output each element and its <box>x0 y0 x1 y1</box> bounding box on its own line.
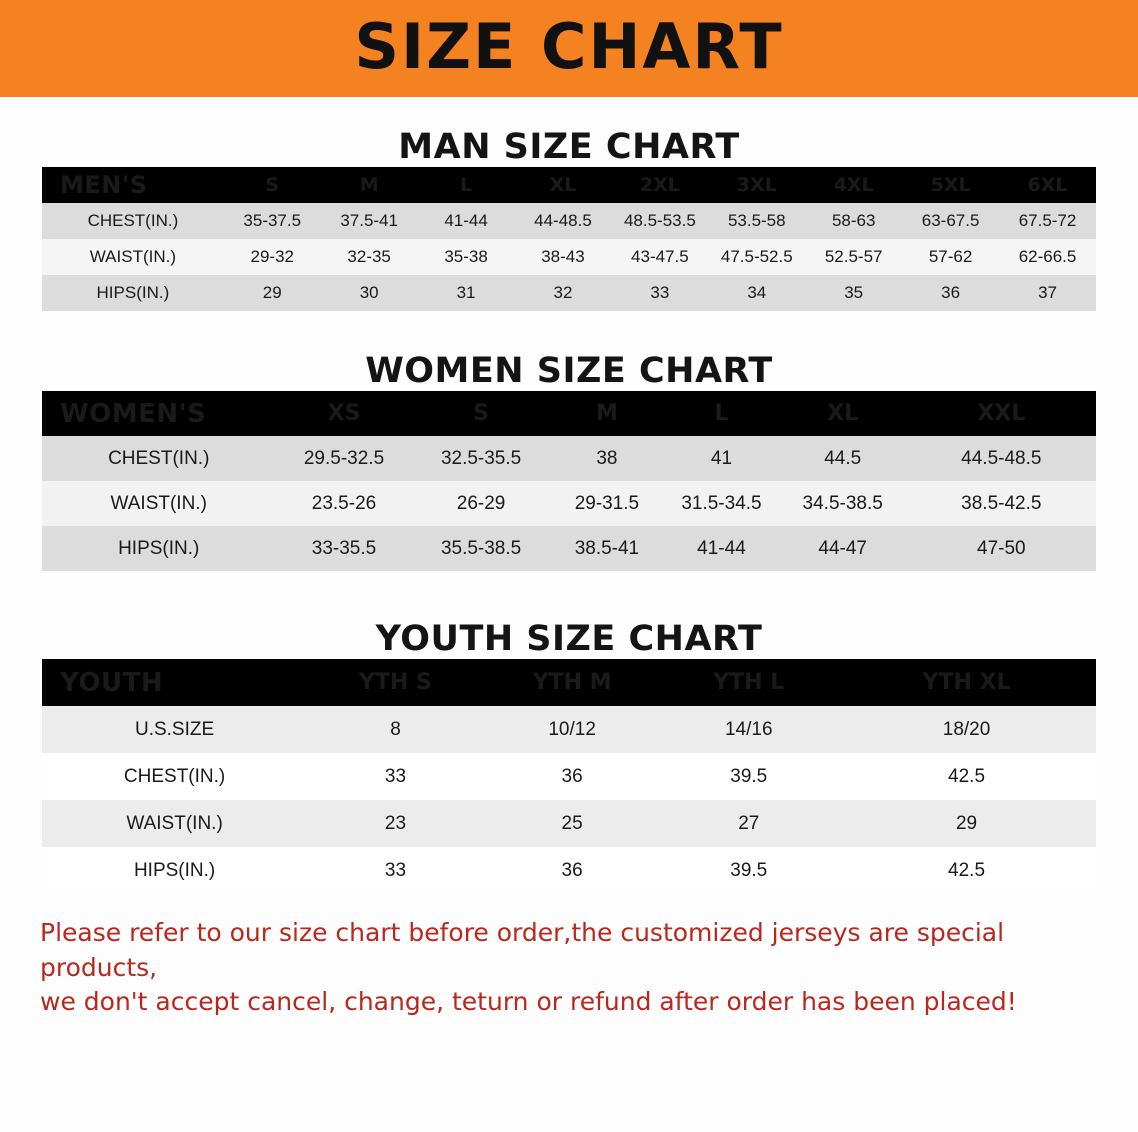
cell: 32-35 <box>347 247 391 266</box>
row-label-waist: WAIST(IN.) <box>110 492 207 514</box>
table-row <box>42 526 1096 571</box>
cell: 29 <box>955 812 978 834</box>
col-header-mens: MEN'S <box>60 171 148 199</box>
man-section-heading: MAN SIZE CHART <box>398 127 740 167</box>
cell: 36 <box>941 283 961 302</box>
youth-section-heading: YOUTH SIZE CHART <box>375 619 763 659</box>
cell: 29.5-32.5 <box>303 447 385 469</box>
col-header-2xl: 2XL <box>639 174 680 196</box>
row-label-hips: HIPS(IN.) <box>118 537 200 559</box>
man-table-wrap <box>0 167 1138 311</box>
col-header-4xl: 4XL <box>833 174 874 196</box>
cell: 38.5-42.5 <box>961 492 1042 514</box>
row-label-hips: HIPS(IN.) <box>96 283 170 302</box>
table-row <box>42 275 1096 311</box>
cell: 42.5 <box>948 765 986 787</box>
cell: 43-47.5 <box>631 247 689 266</box>
cell: 35-38 <box>444 247 488 266</box>
table-row <box>42 203 1096 239</box>
cell: 41 <box>710 447 733 469</box>
table-row <box>42 847 1096 894</box>
cell: 52.5-57 <box>824 247 883 266</box>
cell: 44.5-48.5 <box>961 447 1042 469</box>
cell: 30 <box>359 283 379 302</box>
cell: 23 <box>384 812 407 834</box>
table-header-row <box>42 167 1096 203</box>
youth-size-table <box>42 659 1096 894</box>
cell: 57-62 <box>928 247 973 266</box>
page-title: SIZE CHART <box>354 9 784 83</box>
cell: 29-32 <box>250 247 294 266</box>
col-header-yth-l: YTH L <box>713 670 785 695</box>
cell: 38.5-41 <box>574 537 640 559</box>
cell: 41-44 <box>444 211 488 230</box>
cell: 41-44 <box>697 537 746 559</box>
row-label-hips: HIPS(IN.) <box>133 859 216 881</box>
col-header-yth-m: YTH M <box>532 670 612 695</box>
col-header-m: M <box>595 401 618 426</box>
cell: 33 <box>384 765 407 787</box>
cell: 32.5-35.5 <box>440 447 522 469</box>
col-header-3xl: 3XL <box>736 174 777 196</box>
disclaimer-note <box>40 916 1098 1020</box>
women-size-table <box>42 391 1096 571</box>
col-header-yth-xl: YTH XL <box>922 670 1011 695</box>
row-label-chest: CHEST(IN.) <box>123 765 226 787</box>
cell: 35 <box>844 283 864 302</box>
cell: 23.5-26 <box>311 492 377 514</box>
cell: 37.5-41 <box>340 211 398 230</box>
cell: 25 <box>561 812 583 834</box>
cell: 36 <box>561 765 583 787</box>
cell: 26-29 <box>456 492 506 514</box>
table-header-row <box>42 659 1096 706</box>
cell: 58-63 <box>831 211 876 230</box>
cell: 36 <box>561 859 583 881</box>
cell: 34 <box>747 283 767 302</box>
cell: 33 <box>650 283 670 302</box>
cell: 42.5 <box>948 859 986 881</box>
col-header-womens: WOMEN'S <box>60 398 207 429</box>
cell: 44-47 <box>818 537 867 559</box>
cell: 38-43 <box>541 247 585 266</box>
cell: 62-66.5 <box>1018 247 1077 266</box>
cell: 34.5-38.5 <box>802 492 883 514</box>
cell: 48.5-53.5 <box>623 211 696 230</box>
disclaimer-line-2: we don't accept cancel, change, teturn or refund after order has been placed! <box>40 987 1017 1016</box>
row-label-waist: WAIST(IN.) <box>89 247 177 266</box>
women-section-heading: WOMEN SIZE CHART <box>365 351 773 391</box>
col-header-xxl: XXL <box>977 401 1026 426</box>
cell: 27 <box>738 812 760 834</box>
cell: 32 <box>553 283 573 302</box>
col-header-yth-s: YTH S <box>359 670 432 695</box>
table-row <box>42 239 1096 275</box>
man-size-table <box>42 167 1096 311</box>
table-row <box>42 800 1096 847</box>
cell: 39.5 <box>730 859 768 881</box>
row-label-chest: CHEST(IN.) <box>87 211 179 230</box>
cell: 38 <box>596 447 618 469</box>
youth-table-wrap <box>0 659 1138 894</box>
cell: 31 <box>456 283 476 302</box>
cell: 67.5-72 <box>1018 211 1077 230</box>
row-label-us-size: U.S.SIZE <box>134 718 215 740</box>
cell: 10/12 <box>548 718 596 740</box>
cell: 33 <box>384 859 407 881</box>
disclaimer-line-1: Please refer to our size chart before order,the customized jerseys are special products, <box>40 918 1005 982</box>
cell: 47.5-52.5 <box>720 247 793 266</box>
cell: 44.5 <box>824 447 862 469</box>
col-header-xl: XL <box>827 401 859 426</box>
cell: 44-48.5 <box>534 211 592 230</box>
col-header-l: L <box>460 174 473 196</box>
col-header-s: S <box>265 174 280 196</box>
cell: 39.5 <box>730 765 768 787</box>
table-row <box>42 706 1096 753</box>
row-label-waist: WAIST(IN.) <box>126 812 223 834</box>
col-header-s: S <box>473 401 490 426</box>
cell: 63-67.5 <box>921 211 980 230</box>
cell: 14/16 <box>724 718 773 740</box>
header-banner <box>0 0 1138 97</box>
table-row <box>42 436 1096 481</box>
cell: 31.5-34.5 <box>681 492 762 514</box>
cell: 8 <box>390 718 401 740</box>
cell: 35.5-38.5 <box>440 537 522 559</box>
row-label-chest: CHEST(IN.) <box>108 447 210 469</box>
cell: 18/20 <box>942 718 991 740</box>
cell: 47-50 <box>977 537 1026 559</box>
col-header-xl: XL <box>549 174 577 196</box>
col-header-youth: YOUTH <box>60 667 164 698</box>
cell: 37 <box>1038 283 1057 302</box>
cell: 33-35.5 <box>311 537 377 559</box>
col-header-xs: XS <box>327 401 361 426</box>
col-header-m: M <box>359 174 379 196</box>
cell: 29 <box>262 283 282 302</box>
col-header-6xl: 6XL <box>1027 174 1068 196</box>
col-header-5xl: 5XL <box>930 174 971 196</box>
women-table-wrap <box>0 391 1138 571</box>
table-row <box>42 481 1096 526</box>
col-header-l: L <box>714 401 729 426</box>
table-row <box>42 753 1096 800</box>
cell: 29-31.5 <box>574 492 640 514</box>
cell: 35-37.5 <box>243 211 302 230</box>
cell: 53.5-58 <box>727 211 786 230</box>
table-header-row <box>42 391 1096 436</box>
